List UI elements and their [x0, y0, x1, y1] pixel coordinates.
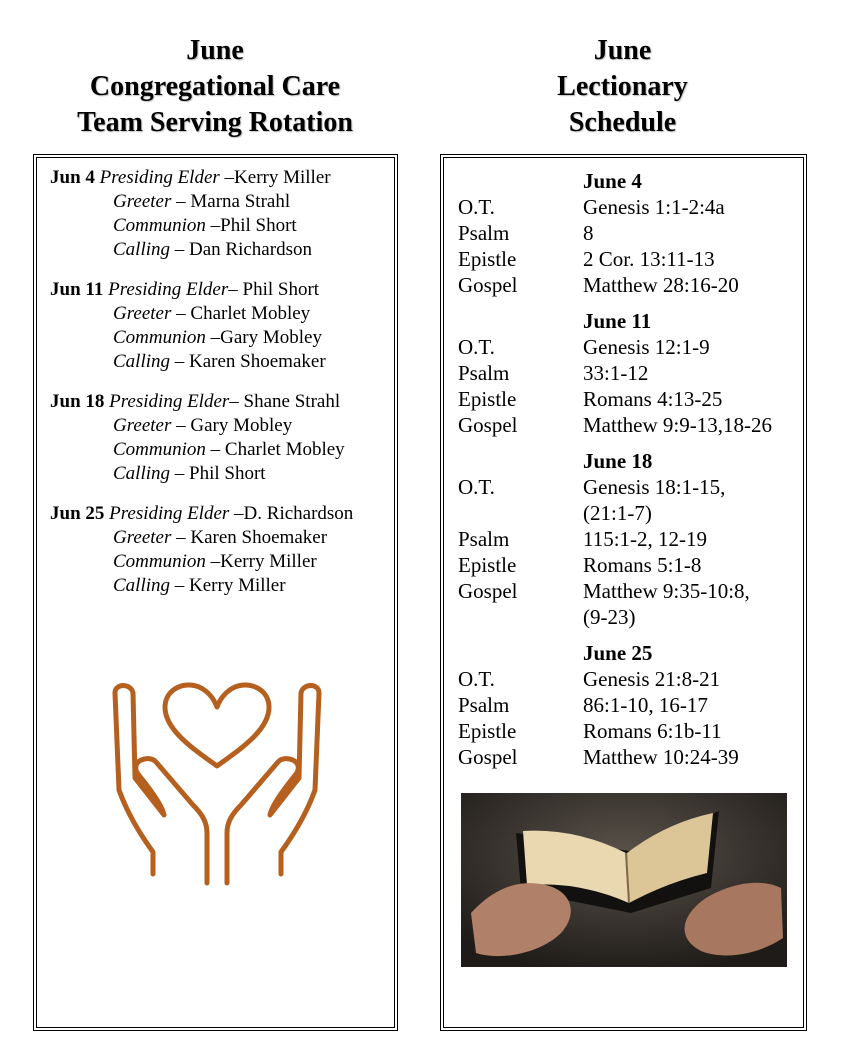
servant-name: Shane Strahl	[243, 391, 341, 412]
servant-name: Gary Mobley	[220, 327, 322, 348]
role-label: Communion	[113, 327, 206, 348]
reading-reference	[583, 692, 708, 718]
role-separator: –	[229, 391, 244, 412]
servant-name: Phil Short	[220, 215, 297, 236]
reading-label: Epistle	[458, 387, 517, 411]
rotation-date: Jun 4	[50, 167, 95, 188]
reading-reference	[583, 526, 707, 552]
rotation-date: Jun 25	[50, 503, 105, 524]
reading-label: Gospel	[458, 273, 518, 297]
greeter-line	[50, 302, 326, 326]
reading-reference-line: 115:1-2, 12-19	[583, 527, 708, 551]
lectionary-panel	[443, 157, 804, 1028]
right-hand-shape	[227, 686, 319, 884]
communion-line	[50, 438, 345, 462]
role-label: Calling	[113, 239, 171, 260]
reading-label: Psalm	[458, 693, 510, 717]
reading-reference-line: Genesis 1:1-2:4a	[583, 195, 725, 219]
reading-reference	[583, 552, 701, 578]
role-separator: –	[171, 303, 191, 324]
reading-reference-line: 8	[583, 221, 594, 245]
servant-name: Gary Mobley	[190, 415, 293, 436]
reading-label: Psalm	[458, 361, 510, 385]
role-separator: –	[170, 575, 190, 596]
lectionary-heading-month: June	[593, 35, 652, 66]
servant-name: Phil Short	[189, 463, 266, 484]
role-separator: –	[171, 191, 191, 212]
reading-label: Gospel	[458, 579, 518, 603]
reading-label: Epistle	[458, 247, 517, 271]
reading-reference-line: Matthew 9:35-10:8,	[583, 579, 750, 603]
elder-line	[50, 390, 345, 414]
role-separator: –	[170, 239, 190, 260]
role-label: Greeter	[113, 303, 172, 324]
reading-reference-line: 33:1-12	[583, 361, 649, 385]
role-separator: –	[205, 327, 221, 348]
greeter-line	[50, 414, 345, 438]
role-separator: –	[171, 527, 191, 548]
reading-reference	[583, 578, 750, 630]
servant-name: Kerry Miller	[220, 551, 317, 572]
communion-line	[50, 214, 331, 238]
reading-reference	[583, 474, 725, 526]
reading-reference-line: (9-23)	[583, 605, 636, 629]
elder-line	[50, 166, 331, 190]
reading-reference	[583, 334, 710, 360]
role-label: Communion	[113, 215, 206, 236]
role-label: Calling	[113, 575, 171, 596]
greeter-line	[50, 526, 353, 550]
role-label: Presiding Elder	[108, 279, 229, 300]
elder-line	[50, 502, 353, 526]
role-separator: –	[229, 503, 244, 524]
servant-name: D. Richardson	[243, 503, 354, 524]
servant-name: Karen Shoemaker	[190, 527, 328, 548]
role-separator: –	[205, 551, 221, 572]
open-bible-photo	[461, 793, 787, 967]
reading-reference-line: Genesis 12:1-9	[583, 335, 710, 359]
role-separator: –	[205, 439, 225, 460]
reading-label: Epistle	[458, 553, 517, 577]
servant-name: Dan Richardson	[189, 239, 312, 260]
servant-name: Karen Shoemaker	[189, 351, 326, 372]
servant-name: Kerry Miller	[189, 575, 286, 596]
role-separator: –	[219, 167, 235, 188]
communion-line	[50, 326, 326, 350]
reading-reference	[583, 718, 722, 744]
reading-label: Epistle	[458, 719, 517, 743]
role-separator: –	[171, 415, 191, 436]
heart-in-hands-icon	[109, 678, 325, 888]
reading-reference	[583, 246, 715, 272]
servant-name: Phil Short	[242, 279, 320, 300]
role-separator: –	[170, 463, 190, 484]
rotation-week	[50, 390, 345, 486]
greeter-line	[50, 190, 331, 214]
rotation-heading-title: Congregational Care	[89, 71, 341, 102]
lectionary-date: June 11	[583, 309, 652, 333]
elder-line	[50, 278, 326, 302]
reading-label: O.T.	[458, 475, 495, 499]
rotation-date: Jun 11	[50, 279, 104, 300]
reading-reference-line: Genesis 21:8-21	[583, 667, 721, 691]
role-label: Presiding Elder	[109, 503, 230, 524]
role-label: Greeter	[113, 415, 172, 436]
reading-reference	[583, 272, 739, 298]
reading-label: Psalm	[458, 527, 510, 551]
rotation-panel	[36, 157, 395, 1028]
reading-label: Gospel	[458, 745, 518, 769]
rotation-week	[50, 502, 353, 598]
rotation-date: Jun 18	[50, 391, 105, 412]
role-label: Calling	[113, 463, 171, 484]
reading-reference	[583, 220, 594, 246]
calling-line	[50, 350, 326, 374]
lectionary-heading-title: Lectionary	[557, 71, 688, 102]
role-label: Greeter	[113, 191, 172, 212]
reading-reference-line: 86:1-10, 16-17	[583, 693, 708, 717]
lectionary-heading	[440, 33, 805, 141]
reading-label: O.T.	[458, 667, 495, 691]
reading-label: O.T.	[458, 335, 495, 359]
reading-reference-line: Romans 5:1-8	[583, 553, 702, 577]
role-label: Calling	[113, 351, 171, 372]
heart-shape	[165, 685, 269, 766]
reading-reference-line: Matthew 10:24-39	[583, 745, 739, 769]
reading-reference	[583, 386, 722, 412]
communion-line	[50, 550, 353, 574]
servant-name: Charlet Mobley	[190, 303, 311, 324]
servant-name: Charlet Mobley	[224, 439, 345, 460]
reading-reference	[583, 744, 739, 770]
lectionary-date: June 4	[583, 169, 642, 193]
rotation-heading	[30, 33, 400, 141]
role-separator: –	[228, 279, 243, 300]
servant-name: Kerry Miller	[234, 167, 331, 188]
reading-reference-line: Matthew 9:9-13,18-26	[583, 413, 772, 437]
reading-reference	[583, 194, 725, 220]
calling-line	[50, 574, 353, 598]
reading-reference-line: Genesis 18:1-15,	[583, 475, 726, 499]
role-label: Presiding Elder	[99, 167, 220, 188]
reading-reference	[583, 360, 648, 386]
rotation-heading-month: June	[186, 35, 244, 66]
servant-name: Marna Strahl	[190, 191, 291, 212]
role-label: Communion	[113, 551, 206, 572]
calling-line	[50, 238, 331, 262]
role-separator: –	[205, 215, 221, 236]
rotation-week	[50, 278, 326, 374]
role-label: Presiding Elder	[109, 391, 230, 412]
left-hand-shape	[115, 686, 207, 884]
reading-reference	[583, 412, 772, 438]
role-label: Greeter	[113, 527, 172, 548]
calling-line	[50, 462, 345, 486]
role-separator: –	[170, 351, 190, 372]
role-label: Communion	[113, 439, 206, 460]
reading-reference-line: (21:1-7)	[583, 501, 652, 525]
lectionary-date: June 18	[583, 449, 653, 473]
lectionary-heading-subtitle: Schedule	[568, 107, 677, 138]
reading-label: Gospel	[458, 413, 518, 437]
reading-reference-line: Romans 6:1b-11	[583, 719, 722, 743]
reading-reference-line: Matthew 28:16-20	[583, 273, 739, 297]
rotation-week	[50, 166, 331, 262]
lectionary-date: June 25	[583, 641, 653, 665]
reading-reference-line: 2 Cor. 13:11-13	[583, 247, 715, 271]
reading-label: Psalm	[458, 221, 510, 245]
reading-reference-line: Romans 4:13-25	[583, 387, 723, 411]
reading-label: O.T.	[458, 195, 495, 219]
reading-reference	[583, 666, 720, 692]
rotation-heading-subtitle: Team Serving Rotation	[77, 107, 353, 138]
